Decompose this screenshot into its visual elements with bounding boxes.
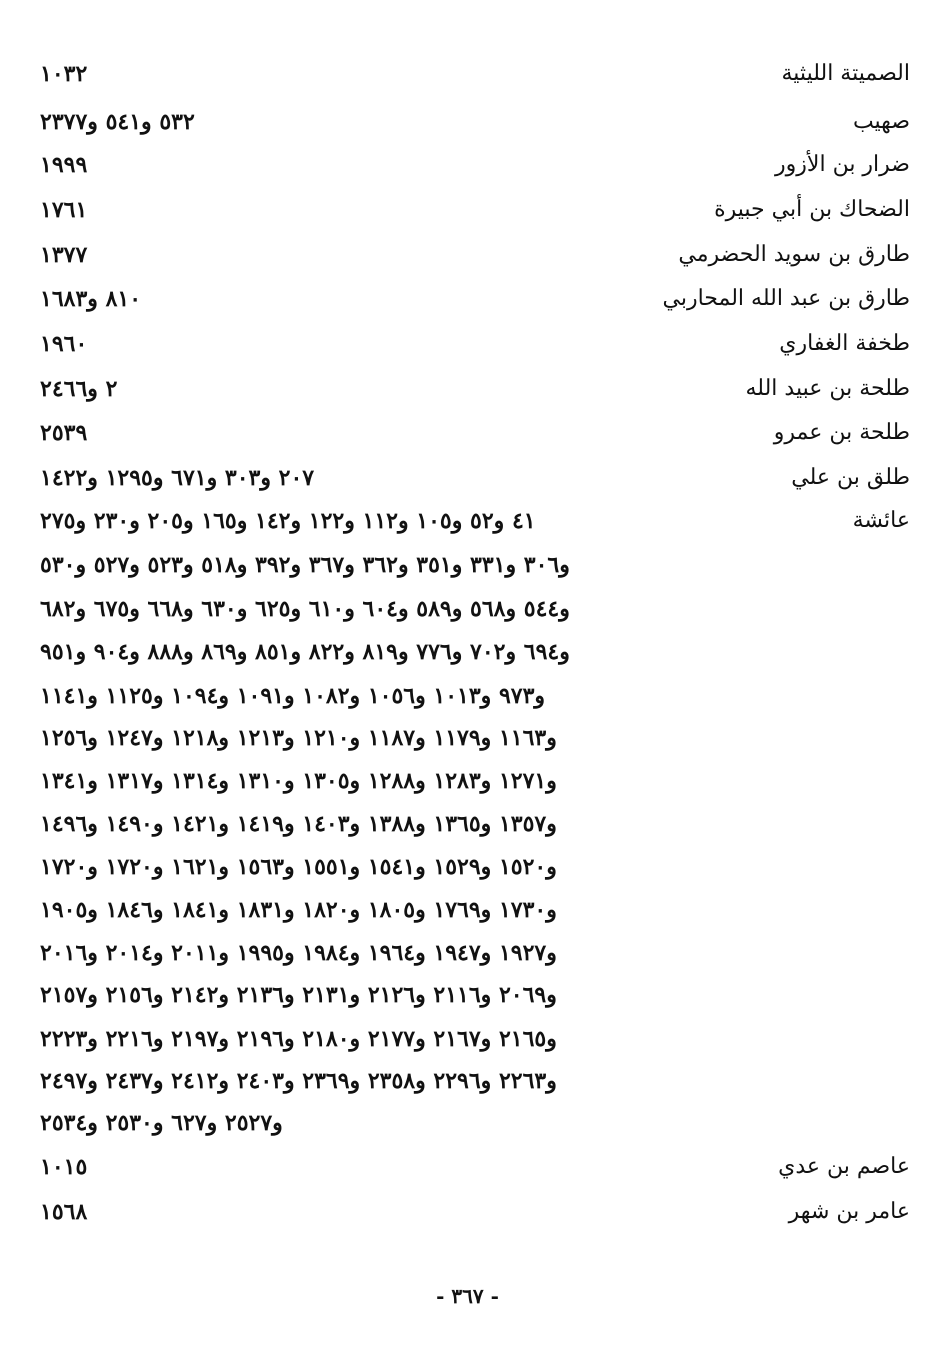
entry-name: ضرار بن الأزور: [775, 152, 910, 177]
index-entry: [40, 411, 910, 454]
entry-refs: ١٩٩٩: [40, 151, 88, 178]
entry-refs: ١٧٦١: [40, 196, 88, 223]
aisha-refs-continuation: و٢٥٢٧ و٦٢٧ و٢٥٣٠ و٢٥٣٤: [40, 1110, 283, 1136]
index-entry: [40, 277, 910, 320]
entry-name: طارق بن سويد الحضرمي: [678, 242, 910, 267]
index-entry: [40, 1190, 910, 1233]
aisha-refs-continuation: و٢١٦٥ و٢١٦٧ و٢١٧٧ و٢١٨٠ و٢١٩٦ و٢١٩٧ و٢٢١٦ و٢٢٢٣: [40, 1026, 557, 1052]
index-entry: [40, 322, 910, 365]
entry-name: طلحة بن عبيد الله: [745, 376, 910, 401]
aisha-refs-continuation: و٦٩٤ و٧٠٢ و٧٧٦ و٨١٩ و٨٢٢ و٨٥١ و٨٦٩ و٨٨٨ و٩٠٤ و٩٥١: [40, 639, 570, 665]
index-entry: [40, 52, 910, 95]
entry-name: عاصم بن عدي: [778, 1154, 910, 1179]
entry-refs: ٤١ و٥٢ و١٠٥ و١١٢ و١٢٢ و١٤٢ و١٦٥ و٢٠٥ و٢٣٠ و٢٧٥: [40, 507, 536, 534]
index-entry: [40, 367, 910, 410]
entry-name: طلق بن علي: [791, 465, 910, 490]
entry-name: الضحاك بن أبي جبيرة: [714, 197, 910, 222]
entry-name: عائشة: [852, 508, 910, 533]
entry-refs: ٨١٠ و١٦٨٣: [40, 285, 142, 312]
entry-refs: ٢ و٢٤٦٦: [40, 375, 118, 402]
page-number: - ٣٦٧ -: [436, 1284, 499, 1308]
aisha-refs-continuation: و٢٠٦٩ و٢١١٦ و٢١٢٦ و٢١٣١ و٢١٣٦ و٢١٤٢ و٢١٥٦ و٢١٥٧: [40, 982, 557, 1008]
index-entry: [40, 233, 910, 276]
index-entry: [40, 456, 910, 499]
aisha-refs-continuation: و٣٠٦ و٣٣١ و٣٥١ و٣٦٢ و٣٦٧ و٣٩٢ و٥١٨ و٥٢٣ و٥٢٧ و٥٣٠: [40, 552, 570, 578]
entry-refs: ٥٣٢ و٥٤١ و٢٣٧٧: [40, 108, 195, 135]
index-entry: [40, 188, 910, 231]
aisha-refs-continuation: و١١٦٣ و١١٧٩ و١١٨٧ و١٢١٠ و١٢١٣ و١٢١٨ و١٢٤٧ و١٢٥٦: [40, 725, 557, 751]
index-entry: [40, 100, 910, 143]
aisha-refs-continuation: و١٥٢٠ و١٥٢٩ و١٥٤١ و١٥٥١ و١٥٦٣ و١٦٢١ و١٧٢٠ و١٧٢٠: [40, 854, 557, 880]
index-entry-aisha: [40, 499, 910, 542]
entry-refs: ١٣٧٧: [40, 241, 88, 268]
entry-name: صهيب: [852, 109, 910, 134]
aisha-refs-continuation: و١٩٢٧ و١٩٤٧ و١٩٦٤ و١٩٨٤ و١٩٩٥ و٢٠١١ و٢٠١٤ و٢٠١٦: [40, 940, 557, 966]
index-entry: [40, 143, 910, 186]
entry-refs: ٢٥٣٩: [40, 419, 88, 446]
aisha-refs-continuation: و٥٤٤ و٥٦٨ و٥٨٩ و٦٠٤ و٦١٠ و٦٢٥ و٦٣٠ و٦٦٨ و٦٧٥ و٦٨٢: [40, 596, 570, 622]
index-entry: [40, 1145, 910, 1188]
entry-name: طارق بن عبد الله المحاربي: [662, 286, 910, 311]
aisha-refs-continuation: و٢٢٦٣ و٢٢٩٦ و٢٣٥٨ و٢٣٦٩ و٢٤٠٣ و٢٤١٢ و٢٤٣٧ و٢٤٩٧: [40, 1068, 557, 1094]
aisha-refs-continuation: و١٧٣٠ و١٧٦٩ و١٨٠٥ و١٨٢٠ و١٨٣١ و١٨٤١ و١٨٤٦ و١٩٠٥: [40, 897, 557, 923]
entry-refs: ١٥٦٨: [40, 1198, 88, 1225]
entry-name: طخفة الغفاري: [779, 331, 910, 356]
entry-refs: ١٠٣٢: [40, 60, 88, 87]
entry-refs: ١٩٦٠: [40, 330, 88, 357]
aisha-refs-continuation: و١٣٥٧ و١٣٦٥ و١٣٨٨ و١٤٠٣ و١٤١٩ و١٤٢١ و١٤٩٠ و١٤٩٦: [40, 811, 557, 837]
entry-refs: ١٠١٥: [40, 1153, 88, 1180]
entry-refs: ٢٠٧ و٣٠٣ و٦٧١ و١٢٩٥ و١٤٢٢: [40, 464, 315, 491]
aisha-refs-continuation: و١٢٧١ و١٢٨٣ و١٢٨٨ و١٣٠٥ و١٣١٠ و١٣١٤ و١٣١٧ و١٣٤١: [40, 768, 557, 794]
entry-name: طلحة بن عمرو: [773, 420, 910, 445]
entry-name: عامر بن شهر: [788, 1199, 910, 1224]
entry-name: الصميتة الليثية: [781, 61, 910, 86]
aisha-refs-continuation: و٩٧٣ و١٠١٣ و١٠٥٦ و١٠٨٢ و١٠٩١ و١٠٩٤ و١١٢٥ و١١٤١: [40, 683, 546, 709]
